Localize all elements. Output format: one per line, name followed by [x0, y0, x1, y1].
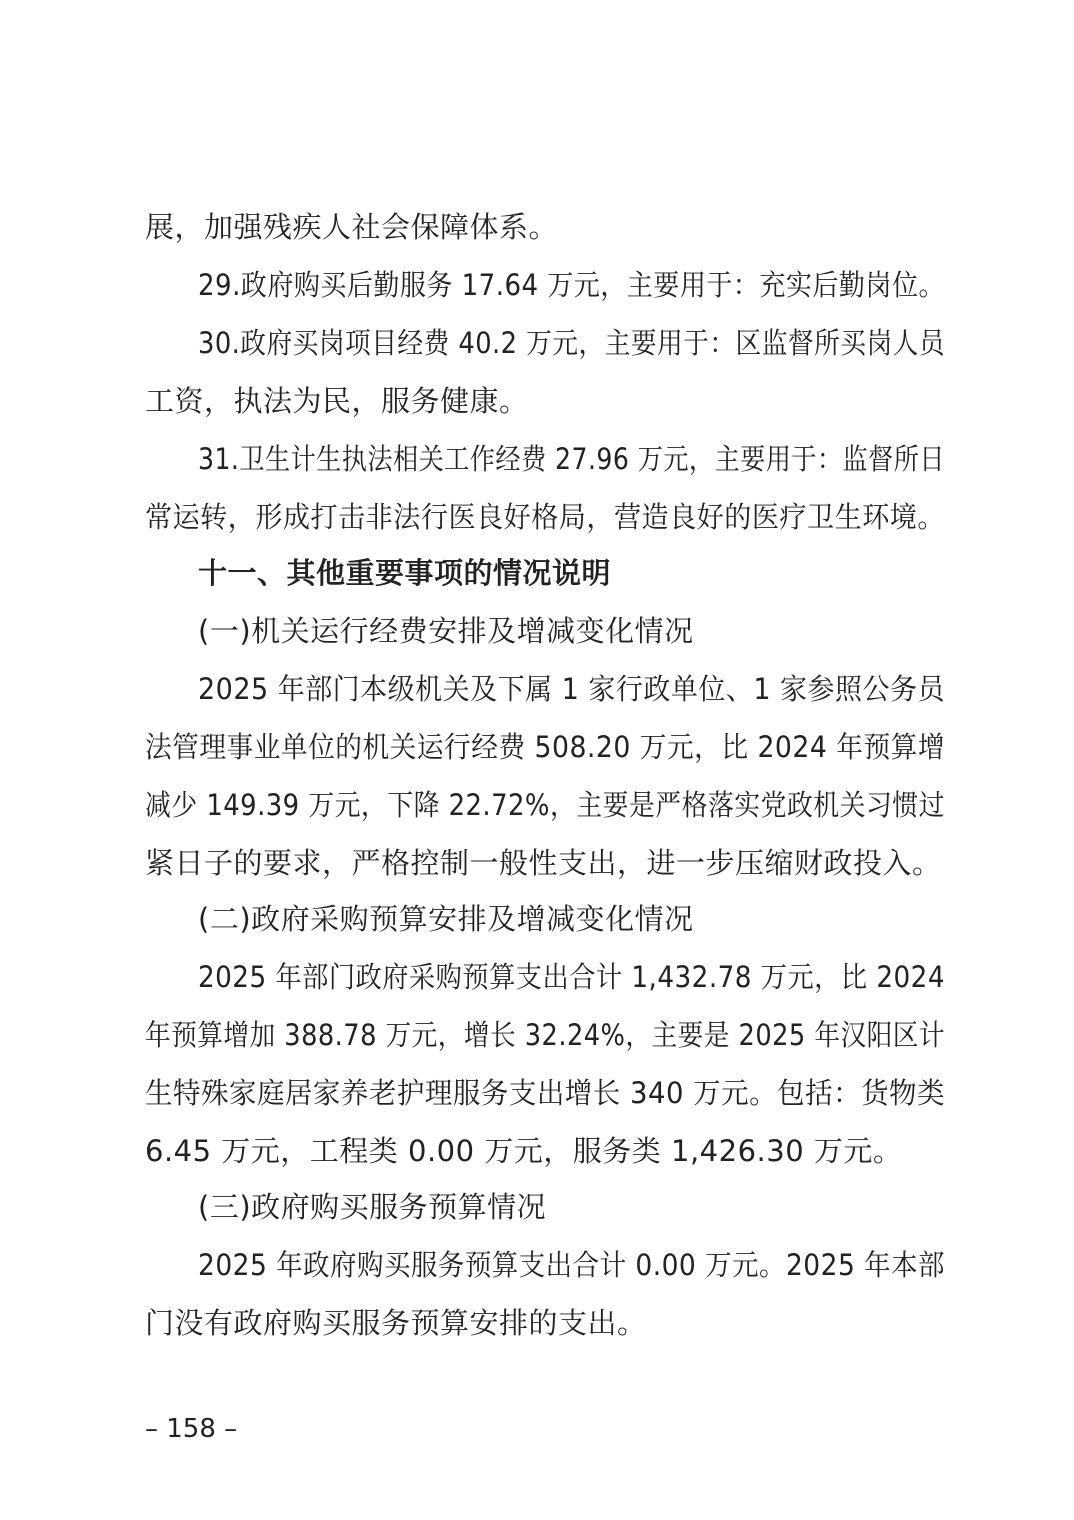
text-line — [0, 1066, 1074, 1120]
text-line — [0, 1124, 1074, 1178]
text-line-content: 29.政府购买后勤服务 17.64 万元，主要用于：充实后勤岗位。 — [198, 268, 945, 302]
text-line-content: 法管理事业单位的机关运行经费 508.20 万元，比 2024 年预算增 — [145, 730, 946, 764]
text-line — [0, 374, 1074, 428]
subsection-heading — [0, 1180, 1074, 1234]
text-line-content: 紧日子的要求，严格控制一般性支出，进一步压缩财政投入。 — [145, 846, 942, 880]
page-number: – 158 – — [145, 1414, 238, 1444]
section-heading-text: 十一、其他重要事项的情况说明 — [198, 556, 612, 590]
text-line-content: 展，加强残疾人社会保障体系。 — [145, 210, 559, 244]
text-line — [0, 200, 1074, 254]
text-line-content: 2025 年政府购买服务预算支出合计 0.00 万元。2025 年本部 — [198, 1248, 946, 1282]
text-line-content: 31.卫生计生执法相关工作经费 27.96 万元，主要用于：监督所日 — [198, 442, 945, 476]
text-line-content: 常运转，形成打击非法行医良好格局，营造良好的医疗卫生环境。 — [145, 500, 945, 534]
text-line-content: 年预算增加 388.78 万元，增长 32.24%，主要是 2025 年汉阳区计 — [145, 1018, 946, 1052]
subsection-heading-text: (三)政府购买服务预算情况 — [198, 1190, 547, 1224]
text-line-content: 生特殊家庭居家养老护理服务支出增长 340 万元。包括：货物类 — [145, 1076, 946, 1110]
text-line — [0, 1008, 1074, 1062]
text-line — [0, 258, 1074, 312]
text-line — [0, 662, 1074, 716]
text-line-content: 门没有政府购买服务预算安排的支出。 — [145, 1306, 647, 1340]
text-line — [0, 778, 1074, 832]
text-line-content: 6.45 万元，工程类 0.00 万元，服务类 1,426.30 万元。 — [145, 1134, 903, 1168]
text-line-content: 2025 年部门政府采购预算支出合计 1,432.78 万元，比 2024 — [198, 960, 945, 994]
text-line-content: 工资，执法为民，服务健康。 — [145, 384, 529, 418]
text-line — [0, 836, 1074, 890]
text-line — [0, 720, 1074, 774]
subsection-heading — [0, 892, 1074, 946]
text-line-content: 减少 149.39 万元，下降 22.72%，主要是严格落实党政机关习惯过 — [145, 788, 945, 822]
text-line — [0, 1238, 1074, 1292]
text-line — [0, 1296, 1074, 1350]
text-line — [0, 950, 1074, 1004]
section-heading — [0, 546, 1074, 600]
text-line — [0, 490, 1074, 544]
subsection-heading-text: (二)政府采购预算安排及增减变化情况 — [198, 902, 694, 936]
subsection-heading-text: (一)机关运行经费安排及增减变化情况 — [198, 614, 694, 648]
text-line-content: 2025 年部门本级机关及下属 1 家行政单位、1 家参照公务员 — [198, 672, 945, 706]
text-line — [0, 316, 1074, 370]
text-line-content: 30.政府买岗项目经费 40.2 万元，主要用于：区监督所买岗人员 — [198, 326, 946, 360]
subsection-heading — [0, 604, 1074, 658]
text-line — [0, 432, 1074, 486]
